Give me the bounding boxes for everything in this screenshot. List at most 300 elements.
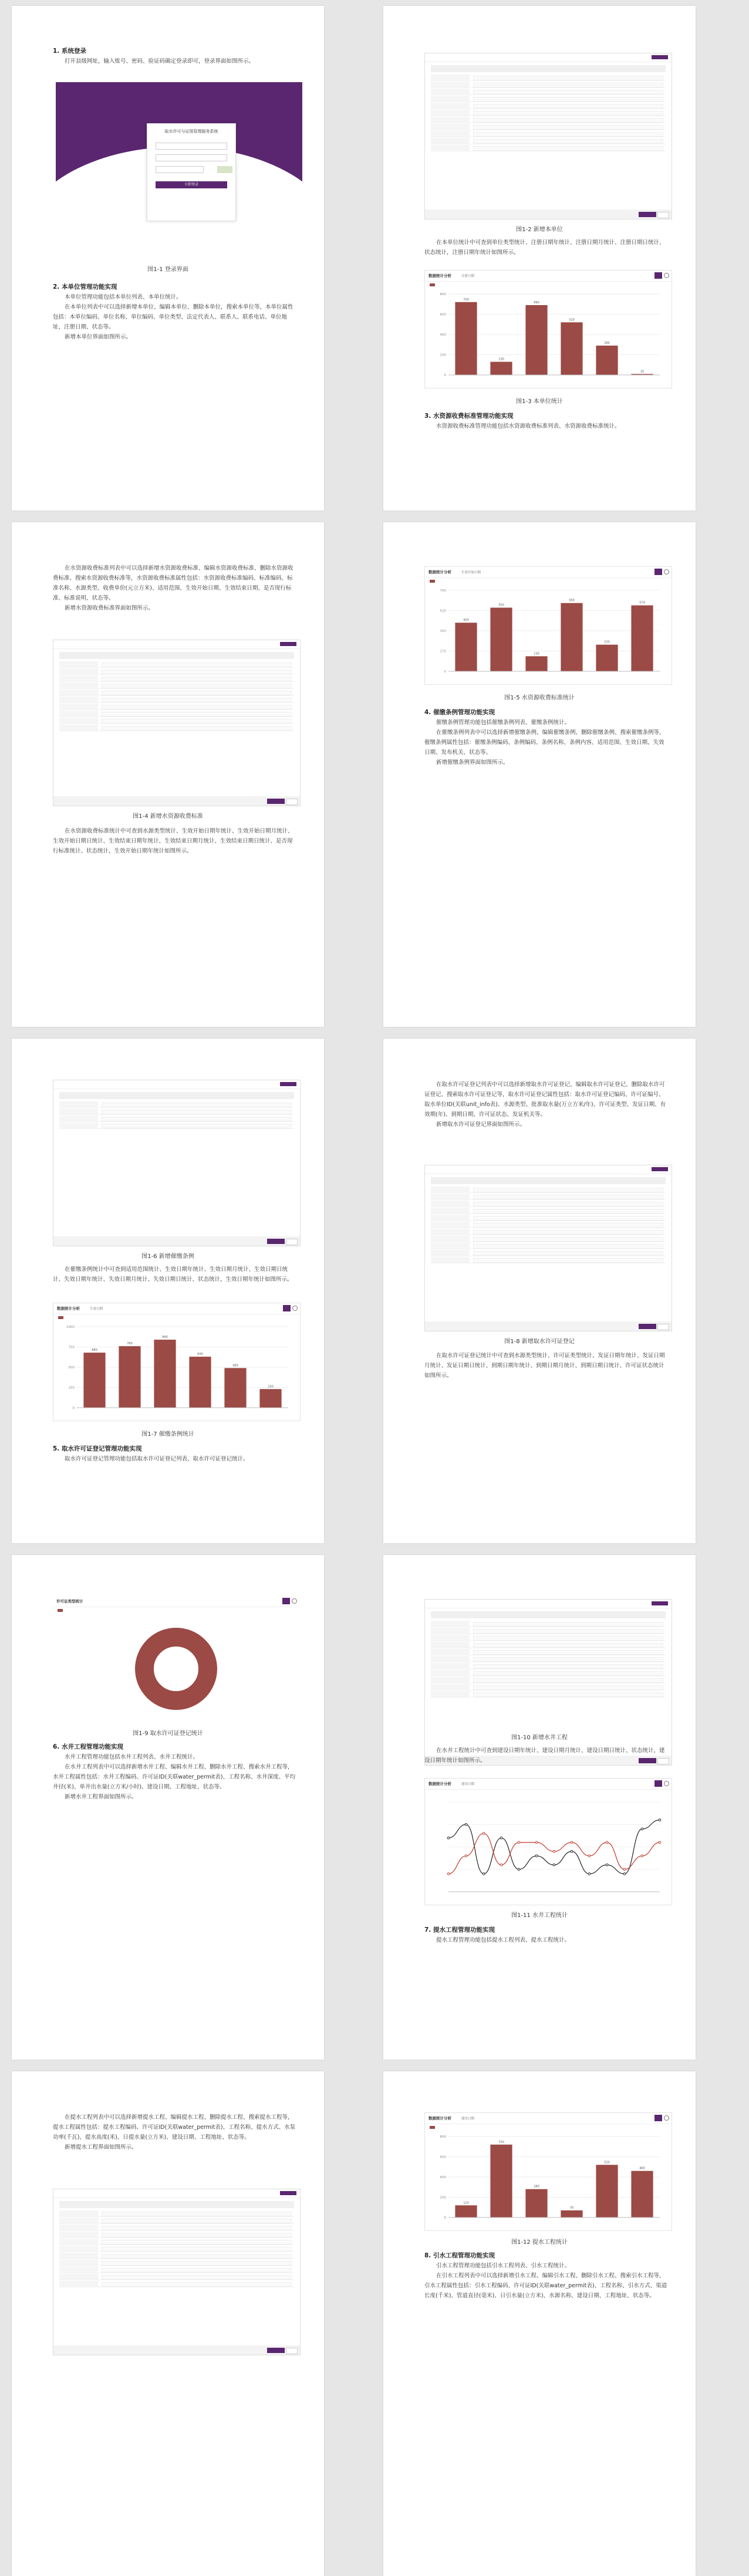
chart-title: 数据统计分析 xyxy=(57,1306,80,1311)
field-input[interactable] xyxy=(473,132,663,137)
paragraph: 在本单位列表中可以选择新增本单位、编辑本单位、删除本单位，搜索本单位等，本单位属性包括：本单位编码、单位名称、单位编码、单位类型、法定代表人、联系人、联系电话、单位地址、注册日期、状态等。 xyxy=(53,304,293,330)
field-input[interactable] xyxy=(473,1636,663,1641)
chart-title: 许可证类型统计 xyxy=(56,1599,83,1604)
field-label xyxy=(431,1684,470,1690)
data-point xyxy=(571,1841,573,1844)
close-button[interactable] xyxy=(280,1082,296,1086)
field-label xyxy=(431,124,470,130)
field-label xyxy=(59,2246,98,2252)
paragraph: 本单位管理功能包括本单位列表、本单位统计。 xyxy=(65,294,182,300)
form-row xyxy=(59,661,294,668)
y-tick-label: 700 xyxy=(440,589,446,593)
field-input[interactable] xyxy=(473,118,663,123)
field-label xyxy=(431,1670,470,1676)
form-row xyxy=(431,75,666,81)
data-point xyxy=(553,1864,555,1866)
y-tick-label: 600 xyxy=(440,2155,446,2159)
field-input[interactable] xyxy=(473,97,663,102)
chart-bar xyxy=(525,656,547,671)
field-input[interactable] xyxy=(473,111,663,116)
data-point xyxy=(465,1823,467,1825)
field-label xyxy=(431,1194,470,1199)
chart-bar xyxy=(119,1346,140,1408)
field-input[interactable] xyxy=(473,76,663,80)
form-row xyxy=(431,89,666,95)
field-input[interactable] xyxy=(473,1209,663,1213)
field-label xyxy=(431,1257,470,1263)
chart-bar xyxy=(490,2145,512,2217)
form-row xyxy=(59,718,294,724)
data-point xyxy=(518,1841,520,1844)
paragraph: 提水工程管理功能包括提水工程列表、提水工程统计。 xyxy=(436,1937,571,1943)
form-row xyxy=(431,1215,666,1221)
form-row xyxy=(59,2267,294,2273)
figure-caption: 图1-5 水资源收费标准统计 xyxy=(504,695,575,701)
field-input[interactable] xyxy=(102,698,292,702)
doc-page-10 xyxy=(383,2071,696,2576)
form-row xyxy=(59,2239,294,2245)
submit-button[interactable] xyxy=(267,1239,285,1244)
field-input[interactable] xyxy=(102,2261,292,2266)
chart-title: 数据统计分析 xyxy=(429,1781,451,1786)
chart-svg xyxy=(425,1779,672,1905)
data-point xyxy=(571,1850,573,1852)
chart-card xyxy=(424,1778,672,1905)
field-input[interactable] xyxy=(473,1223,663,1228)
field-input[interactable] xyxy=(473,139,663,144)
form-row xyxy=(431,117,666,123)
field-label xyxy=(59,1101,98,1107)
form-row xyxy=(431,1684,666,1691)
form-header xyxy=(59,652,294,659)
field-input[interactable] xyxy=(102,662,292,667)
form-row xyxy=(59,682,294,689)
form-footer xyxy=(425,209,672,219)
field-input[interactable] xyxy=(102,726,292,731)
field-label xyxy=(59,2210,98,2216)
paragraph: 在取水许可证登记统计中可查到水源类型统计、许可证类型统计、发证日期年统计、发证日期月统计、发证日期日统计、到期日期年统计、到期日期月统计、到期日期日统计、许可证状态统计如图所示。 xyxy=(424,1353,665,1379)
field-input[interactable] xyxy=(473,1244,663,1249)
field-input[interactable] xyxy=(473,1230,663,1235)
data-point xyxy=(553,1850,555,1852)
form-row xyxy=(59,725,294,731)
field-label xyxy=(59,2225,98,2230)
y-tick-label: 525 xyxy=(440,609,446,613)
field-label xyxy=(431,75,470,80)
field-label xyxy=(431,1250,470,1256)
data-point xyxy=(483,1873,485,1875)
form-row xyxy=(59,2253,294,2259)
chart-card xyxy=(53,1303,301,1421)
doc-page-9 xyxy=(12,2071,324,2576)
field-label xyxy=(431,1236,470,1242)
chart-bar xyxy=(561,2210,582,2217)
field-input[interactable] xyxy=(473,1685,663,1690)
data-label: 520 xyxy=(604,2161,610,2165)
form-row xyxy=(431,145,666,151)
field-label xyxy=(59,689,98,695)
section-heading: 3. 水资源收费标准管理功能实现 xyxy=(424,413,514,420)
form-row xyxy=(59,711,294,717)
chart-bar xyxy=(455,302,477,375)
form-row xyxy=(431,1186,666,1193)
chart-bar xyxy=(154,1340,176,1408)
figure-caption: 图1-9 取水许可证登记统计 xyxy=(133,1730,203,1737)
form-row xyxy=(431,82,666,88)
chart-bar xyxy=(561,603,582,671)
chart-title: 数据统计分析 xyxy=(429,2116,451,2121)
y-tick-label: 750 xyxy=(68,1346,75,1350)
field-label xyxy=(431,103,470,109)
form-row xyxy=(431,1250,666,1256)
close-button[interactable] xyxy=(652,1167,668,1171)
field-label xyxy=(431,1642,470,1648)
window-titlebar xyxy=(53,1080,300,1089)
chart-bar xyxy=(596,2165,618,2217)
field-input[interactable] xyxy=(102,1103,292,1107)
form-row xyxy=(431,1201,666,1207)
field-input[interactable] xyxy=(473,1216,663,1221)
field-label xyxy=(431,1628,470,1634)
data-point xyxy=(641,1828,643,1830)
field-label xyxy=(59,2281,98,2287)
field-input[interactable] xyxy=(473,1258,663,1263)
data-label: 420 xyxy=(463,618,469,623)
y-tick-label: 175 xyxy=(440,650,446,654)
field-input[interactable] xyxy=(102,2212,292,2216)
chart-subtitle: 生效开始日期 xyxy=(461,571,481,574)
data-label: 490 xyxy=(232,1364,238,1368)
field-input[interactable] xyxy=(102,670,292,674)
data-label: 520 xyxy=(569,318,575,322)
chart-subtitle: 建设日期 xyxy=(461,1783,475,1786)
field-label xyxy=(431,1229,470,1235)
form-row xyxy=(431,131,666,137)
captcha-image[interactable] xyxy=(217,166,232,173)
field-label xyxy=(431,1663,470,1669)
form-footer xyxy=(425,1321,672,1331)
form-header xyxy=(59,1092,294,1099)
figure-caption: 图1-11 水井工程统计 xyxy=(511,1912,568,1919)
form-row xyxy=(59,2210,294,2217)
data-label: 690 xyxy=(534,300,539,305)
cancel-button[interactable] xyxy=(286,799,298,805)
chart-bar xyxy=(525,305,547,375)
field-input[interactable] xyxy=(102,677,292,681)
field-input[interactable] xyxy=(473,1237,663,1242)
chart-subtitle: 注册日期 xyxy=(461,275,475,278)
field-input[interactable] xyxy=(473,104,663,109)
form-row xyxy=(59,1101,294,1108)
field-input[interactable] xyxy=(102,2247,292,2252)
paragraph: 打开县级网址，输入账号、密码、验证码确定登录即可，登录界面如图所示。 xyxy=(65,58,255,65)
paragraph: 在引水工程列表中可以选择新增引水工程、编辑引水工程、删除引水工程、搜索引水工程等，引水工程属性包括：引水工程编码、许可证ID(关联water_permit表)、工程名称、引水方式、渠道长度(千米)、管道直径(毫米)、日引水量(立方米)、水源名称、建设日期、工程地址、状态等。 xyxy=(424,2273,667,2299)
form-header xyxy=(431,1177,666,1184)
chart-bar xyxy=(561,322,582,375)
paragraph: 在提水工程列表中可以选择新增提水工程、编辑提水工程、删除提水工程、搜索提水工程等，提水工程属性包括：提水工程编码、许可证ID(关联water_permit表)、工程名称、提水方式、水泵功率(千瓦)、提水高度(米)、日提水量(立方米)、建设日期、工程地址、状态等。 xyxy=(53,2114,296,2141)
captcha-input[interactable] xyxy=(156,166,204,173)
form-row xyxy=(431,1670,666,1676)
field-input[interactable] xyxy=(102,684,292,688)
figure-caption: 图1-10 新增水井工程 xyxy=(511,1735,568,1741)
field-input[interactable] xyxy=(102,2268,292,2273)
form-row xyxy=(431,1236,666,1242)
cancel-button[interactable] xyxy=(286,2348,298,2354)
cancel-button[interactable] xyxy=(657,1324,669,1330)
field-input[interactable] xyxy=(102,691,292,695)
figure-caption: 图1-3 本单位统计 xyxy=(516,398,563,405)
y-tick-label: 200 xyxy=(440,2196,446,2200)
field-input[interactable] xyxy=(473,146,663,151)
field-input[interactable] xyxy=(102,2282,292,2287)
data-label: 10 xyxy=(640,370,645,374)
field-input[interactable] xyxy=(102,719,292,724)
figure-caption: 图1-1 登录界面 xyxy=(147,266,188,273)
field-input[interactable] xyxy=(473,1692,663,1697)
data-label: 680 xyxy=(92,1348,97,1353)
field-label xyxy=(431,1649,470,1655)
form-row xyxy=(59,697,294,703)
form-row xyxy=(431,110,666,116)
submit-button[interactable] xyxy=(267,2348,285,2353)
field-label xyxy=(431,1621,470,1627)
field-label xyxy=(431,96,470,102)
form-row xyxy=(59,2274,294,2280)
form-row xyxy=(59,2217,294,2224)
login-button[interactable]: 立即登录 xyxy=(156,181,227,188)
close-button[interactable] xyxy=(280,2191,296,2195)
y-tick-label: 400 xyxy=(440,2176,446,2179)
field-input[interactable] xyxy=(473,90,663,94)
form-footer xyxy=(53,796,300,806)
paragraph: 在催缴条例列表中可以选择新增催缴条例、编辑催缴条例、删除催缴条例、搜索催缴条例等，催缴条例属性包括：催缴条例编码、条例编码、条例名称、条例内容、适用范围、生效日期、失效日期、发布机关、状态等。 xyxy=(424,729,665,756)
field-label xyxy=(431,1222,470,1228)
login-box xyxy=(147,123,236,221)
paragraph: 新增水资源收费标准界面如图所示。 xyxy=(65,605,154,611)
field-input[interactable] xyxy=(473,1188,663,1192)
form-row xyxy=(59,1108,294,1115)
form-header xyxy=(59,2201,294,2208)
data-point xyxy=(447,1873,450,1875)
form-row xyxy=(431,1243,666,1249)
doc-page-3 xyxy=(12,522,324,1027)
close-button[interactable] xyxy=(652,1601,668,1605)
field-input[interactable] xyxy=(473,1195,663,1199)
field-input[interactable] xyxy=(473,1202,663,1206)
field-label xyxy=(59,2260,98,2266)
paragraph: 水资源收费标准管理功能包括水资源收费标准列表、水资源收费标准统计。 xyxy=(436,423,620,430)
field-label xyxy=(431,82,470,87)
chart-bar xyxy=(83,1353,105,1408)
field-label xyxy=(431,1186,470,1192)
field-label xyxy=(59,661,98,667)
form-row xyxy=(431,1229,666,1235)
field-label xyxy=(431,145,470,151)
field-input[interactable] xyxy=(473,1251,663,1256)
field-input[interactable] xyxy=(473,1622,663,1627)
chart-bar xyxy=(490,362,512,375)
chart-card xyxy=(424,566,672,685)
data-point xyxy=(623,1873,626,1875)
data-label: 590 xyxy=(569,599,575,603)
field-input[interactable] xyxy=(102,2240,292,2244)
field-input[interactable] xyxy=(102,2254,292,2259)
field-input[interactable] xyxy=(473,83,663,87)
field-label xyxy=(431,1656,470,1662)
paragraph: 在水井工程统计中可查到建设日期年统计、建设日期月统计、建设日期日统计、状态统计，建设日期年统计如图所示。 xyxy=(424,1747,665,1764)
data-point xyxy=(588,1855,591,1857)
y-tick-label: 800 xyxy=(440,2135,446,2139)
form-row xyxy=(431,1621,666,1627)
y-tick-label: 400 xyxy=(440,333,446,337)
section-heading: 5. 取水许可证登记管理功能实现 xyxy=(53,1445,142,1452)
section-heading: 7. 提水工程管理功能实现 xyxy=(424,1926,495,1933)
cancel-button[interactable] xyxy=(657,212,669,218)
y-tick-label: 0 xyxy=(444,374,446,377)
data-point xyxy=(606,1864,608,1866)
form-screenshot xyxy=(53,2189,301,2355)
chart-bar xyxy=(596,346,618,375)
data-label: 280 xyxy=(534,2185,539,2189)
form-screenshot xyxy=(424,53,672,219)
field-input[interactable] xyxy=(102,1117,292,1121)
form-header xyxy=(431,1611,666,1618)
data-label: 70 xyxy=(569,2206,574,2210)
chart-svg xyxy=(425,2113,672,2230)
submit-button[interactable] xyxy=(639,212,656,217)
field-label xyxy=(59,668,98,674)
chart-bar xyxy=(455,623,477,671)
y-tick-label: 0 xyxy=(444,670,446,674)
chart-bar xyxy=(596,645,618,671)
data-label: 570 xyxy=(639,601,645,605)
series-line xyxy=(448,1834,660,1874)
field-label xyxy=(431,138,470,144)
form-row xyxy=(431,1663,666,1669)
field-input[interactable] xyxy=(473,1650,663,1655)
close-button[interactable] xyxy=(652,55,668,59)
figure-caption: 图1-12 提水工程统计 xyxy=(511,2239,568,2246)
form-row xyxy=(431,96,666,102)
field-input[interactable] xyxy=(102,1124,292,1128)
field-label xyxy=(431,1201,470,1206)
field-input[interactable] xyxy=(473,125,663,130)
field-input[interactable] xyxy=(473,1657,663,1662)
login-title: 取水许可与证照管理服务系统 xyxy=(164,129,218,134)
field-input[interactable] xyxy=(102,2219,292,2223)
form-row xyxy=(431,1649,666,1655)
field-label xyxy=(59,1115,98,1121)
close-button[interactable] xyxy=(280,642,296,646)
figure-caption: 图1-2 新增本单位 xyxy=(516,227,563,233)
field-label xyxy=(59,725,98,731)
field-label xyxy=(431,110,470,116)
field-label xyxy=(59,2267,98,2273)
chart-card xyxy=(424,2112,672,2231)
field-label xyxy=(431,1215,470,1221)
field-label xyxy=(59,2217,98,2223)
paragraph: 在水资源收费标准列表中可以选择新增水资源收费标准、编辑水资源收费标准、删除水资源收费标准、搜索水资源收费标准等，水资源收费标准属性包括：水资源收费标准编码、标准编码、标准名称、水源类型、收费单价(元立方米)、适用范围、生效开始日期、生效结束日期、是否现行标准、标准说明、状态等。 xyxy=(53,565,293,601)
data-point xyxy=(535,1855,538,1857)
data-label: 130 xyxy=(534,652,539,656)
chart-svg xyxy=(425,567,672,684)
form-screenshot xyxy=(424,1165,672,1331)
data-point xyxy=(659,1841,661,1844)
chart-title: 数据统计分析 xyxy=(429,570,451,574)
data-label: 230 xyxy=(268,1385,274,1389)
data-point xyxy=(500,1864,502,1866)
submit-button[interactable] xyxy=(267,799,285,804)
data-point xyxy=(659,1819,661,1821)
field-label xyxy=(431,89,470,94)
data-label: 760 xyxy=(127,1342,133,1346)
data-point xyxy=(623,1868,626,1871)
y-tick-label: 0 xyxy=(72,1407,75,1410)
username-input[interactable] xyxy=(156,143,227,150)
data-label: 720 xyxy=(463,298,469,302)
field-label xyxy=(59,697,98,702)
form-row xyxy=(59,675,294,682)
field-input[interactable] xyxy=(473,1643,663,1648)
field-label xyxy=(59,1123,98,1128)
field-input[interactable] xyxy=(473,1664,663,1669)
data-point xyxy=(465,1855,467,1857)
form-row xyxy=(59,1115,294,1122)
figure-caption: 图1-7 催缴条例统计 xyxy=(141,1431,194,1438)
data-label: 630 xyxy=(197,1353,203,1357)
form-row xyxy=(431,1656,666,1662)
field-label xyxy=(59,675,98,681)
cancel-button[interactable] xyxy=(286,1239,298,1245)
doc-page-1 xyxy=(12,6,324,511)
chart-bar xyxy=(525,2189,547,2217)
field-label xyxy=(59,2232,98,2237)
chart-svg xyxy=(53,1596,299,1725)
form-row xyxy=(59,668,294,675)
password-input[interactable] xyxy=(156,154,227,161)
data-label: 120 xyxy=(463,2201,469,2205)
y-tick-label: 1000 xyxy=(66,1326,75,1329)
y-tick-label: 0 xyxy=(444,2216,446,2220)
chart-subtitle: 生效日期 xyxy=(90,1307,103,1311)
section-heading: 2. 本单位管理功能实现 xyxy=(53,283,117,290)
field-input[interactable] xyxy=(102,705,292,709)
form-row xyxy=(59,2225,294,2231)
paragraph: 在水资源收费标准统计中可查到水源类型统计、生效开始日期年统计、生效开始日期月统计、生效开始日期日统计、生效结束日期年统计、生效结束日期月统计、生效结束日期日统计、是否现行标准统计、状态统计，生效开始日期年统计如图所示。 xyxy=(53,828,293,854)
doc-page-2 xyxy=(383,6,696,511)
doc-page-4 xyxy=(383,522,696,1027)
paragraph: 在本单位统计中可查到单位类型统计、注册日期年统计、注册日期月统计、注册日期日统计、状态统计，注册日期年统计如图所示。 xyxy=(424,239,665,256)
submit-button[interactable] xyxy=(639,1324,656,1329)
form-row xyxy=(431,1691,666,1698)
field-input[interactable] xyxy=(102,1110,292,1114)
field-input[interactable] xyxy=(102,2233,292,2237)
form-row xyxy=(431,1208,666,1214)
field-input[interactable] xyxy=(102,2226,292,2230)
field-input[interactable] xyxy=(102,712,292,716)
donut-slice xyxy=(144,1637,208,1701)
field-label xyxy=(59,2239,98,2244)
field-input[interactable] xyxy=(473,1678,663,1683)
data-label: 230 xyxy=(604,640,610,644)
field-input[interactable] xyxy=(473,1629,663,1634)
window-titlebar xyxy=(425,53,672,62)
paragraph: 引水工程管理功能包括引水工程列表、引水工程统计。 xyxy=(436,2263,571,2269)
paragraph: 在水井工程列表中可以选择新增水井工程、编辑水井工程、删除水井工程、搜索水井工程等，水井工程属性包括：水井工程编码、许可证ID(关联water_permit表)、工程名称、水井深度、平均井径(米)、单井出水量(立方米/小时)、建设日期、工程地址、状态等。 xyxy=(53,1764,296,1790)
field-input[interactable] xyxy=(102,2275,292,2280)
field-input[interactable] xyxy=(473,1671,663,1676)
doc-page-6 xyxy=(383,1039,696,1543)
